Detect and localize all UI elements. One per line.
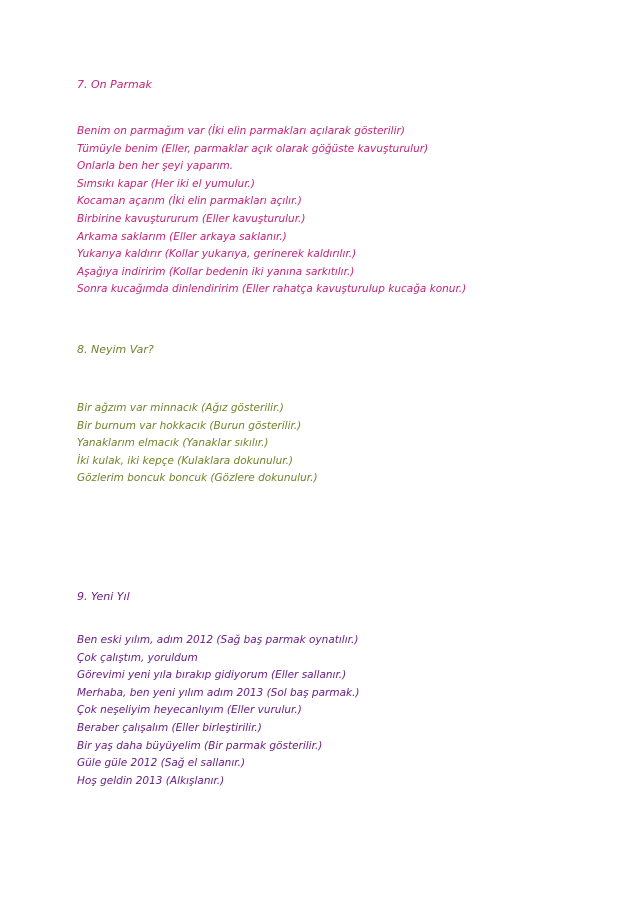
poem-line: Bir ağzım var minnacık (Ağız gösterilir.) (77, 402, 284, 414)
poem-line: Gözlerim boncuk boncuk (Gözlere dokunulur.) (77, 472, 318, 485)
section-8-body (77, 400, 318, 488)
poem-line: Yanaklarım elmacık (Yanaklar sıkılır.) (77, 437, 269, 450)
poem-line: Kocaman açarım (İki elin parmakları açılır.) (77, 195, 302, 208)
poem-line: Sımsıkı kapar (Her iki el yumulur.) (77, 177, 255, 190)
poem-line: Sonra kucağımda dinlendiririm (Eller rahatça kavuşturulup kucağa konur.) (77, 283, 467, 296)
poem-line: Çok çalıştım, yoruldum (77, 651, 198, 664)
poem-line: Aşağıya indiririm (Kollar bedenin iki yanına sarkıtılır.) (77, 265, 355, 278)
poem-line: Birbirine kavuştururum (Eller kavuşturulur.) (77, 212, 306, 225)
poem-line: Bir yaş daha büyüyelim (Bir parmak gösterilir.) (77, 739, 323, 752)
poem-line: Görevimi yeni yıla bırakıp gidiyorum (Eller sallanır.) (77, 669, 347, 682)
poem-line: Çok neşeliyim heyecanlıyım (Eller vurulur.) (77, 704, 302, 717)
poem-line: Yukarıya kaldırır (Kollar yukarıya, gerinerek kaldırılır.) (77, 248, 357, 261)
section-8-title: 8. Neyim Var? (77, 343, 154, 356)
poem-line: Beraber çalışalım (Eller birleştirilir.) (77, 721, 262, 734)
poem-line: Ben eski yılım, adım 2012 (Sağ baş parmak oynatılır.) (77, 634, 359, 646)
poem-line: Arkama saklarım (Eller arkaya saklanır.) (77, 230, 287, 243)
section-7-title: 7. On Parmak (77, 78, 152, 91)
section-9-title: 9. Yeni Yıl (77, 590, 130, 603)
poem-line: İki kulak, iki kepçe (Kulaklara dokunulur.) (77, 454, 294, 467)
section-9-body (77, 632, 360, 790)
poem-line: Hoş geldin 2013 (Alkışlanır.) (77, 774, 225, 787)
poem-line: Merhaba, ben yeni yılım adım 2013 (Sol baş parmak.) (77, 686, 360, 699)
poem-line: Tümüyle benim (Eller, parmaklar açık olarak göğüste kavuşturulur) (77, 142, 429, 155)
poem-line: Güle güle 2012 (Sağ el sallanır.) (77, 757, 246, 770)
poem-line: Bir burnum var hokkacık (Burun gösterilir.) (77, 419, 302, 432)
poem-line: Benim on parmağım var (İki elin parmakları açılarak gösterilir) (77, 125, 405, 137)
poem-line: Onlarla ben her şeyi yaparım. (77, 160, 234, 173)
section-7-body (77, 123, 466, 299)
